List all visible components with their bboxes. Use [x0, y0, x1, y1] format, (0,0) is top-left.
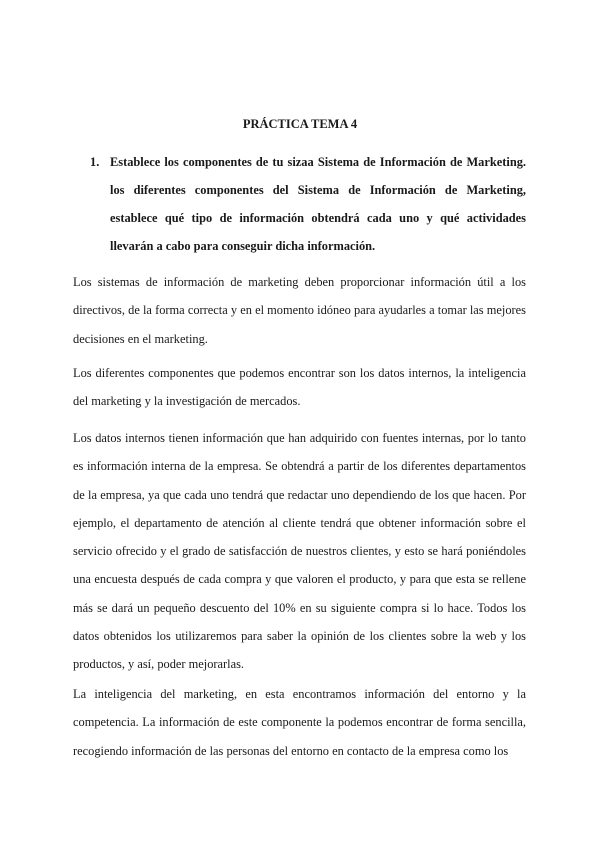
question-text: Establece los componentes de tu sizaa Sistema de Información de Marketing. los diferentes componentes del Sistema de Información de Marketing, establece qué tipo de información obtendrá cada uno y qué actividades llevarán a cabo para conseguir dicha información. — [110, 155, 526, 253]
paragraph-internal-data: Los datos internos tienen información que han adquirido con fuentes internas, por lo tanto es información interna de la empresa. Se obtendrá a partir de los diferentes departamentos de la empresa, ya que cada uno tendrá que redactar uno dependiendo de los que hacen. Por ejemplo, el departamento de atención al cliente tendrá que obtener información sobre el servicio ofrecido y el grado de satisfacción de nuestros clientes, y esto se hará poniéndoles una encuesta después de cada compra y que valoren el producto, y para que esta se rellene más se dará un pequeño descuento del 10% en su siguiente compra si lo hace. Todos los datos obtenidos los utilizaremos para saber la opinión de los clientes sobre la web y los productos, y así, poder mejorarlas. — [73, 431, 526, 672]
question-number: 1. — [90, 155, 100, 169]
page-title: PRÁCTICA TEMA 4 — [242, 117, 358, 131]
paragraph-marketing-intelligence: La inteligencia del marketing, en esta encontramos información del entorno y la competencia. La información de este componente la podemos encontrar de forma sencilla, recogiendo información de las personas del entorno en contacto de la empresa como los — [73, 687, 526, 758]
paragraph-components: Los diferentes componentes que podemos encontrar son los datos internos, la inteligencia del marketing y la investigación de mercados. — [73, 366, 526, 409]
question-item — [90, 148, 526, 260]
paragraph-intro: Los sistemas de información de marketing deben proporcionar información útil a los directivos, de la forma correcta y en el momento idóneo para ayudarles a tomar las mejores decisiones en el marketing. — [73, 275, 526, 346]
